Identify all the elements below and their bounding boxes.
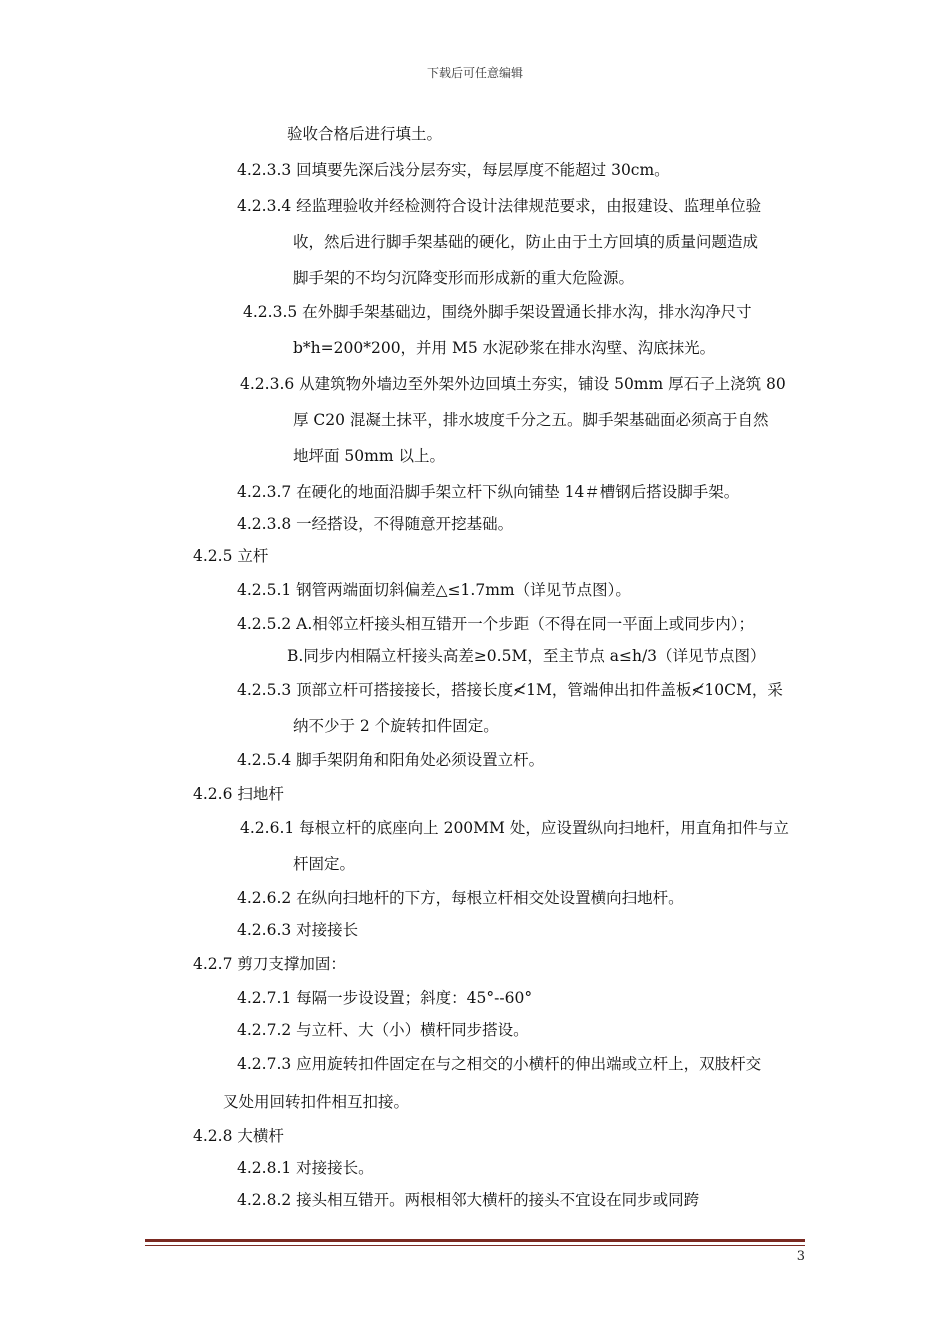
text-line: 脚手架的不均匀沉降变形而形成新的重大危险源。 [293, 269, 635, 287]
text-line: 4.2.5.2 A.相邻立杆接头相互错开一个步距（不得在同一平面上或同步内）； [237, 615, 755, 633]
text-line: 4.2.5.1 钢管两端面切斜偏差△≤1.7mm（详见节点图）。 [237, 581, 631, 599]
footer-rule-thick [145, 1239, 805, 1242]
page-header: 下载后可任意编辑 [426, 66, 523, 80]
text-line: 4.2.3.8 一经搭设，不得随意开挖基础。 [237, 515, 514, 533]
text-line: 4.2.6.3 对接接长 [237, 921, 359, 939]
text-line: 4.2.5.3 顶部立杆可搭接接长，搭接长度≮1M，管端伸出扣件盖板≮10CM，采 [237, 681, 783, 699]
text-line: b*h=200*200，并用 M5 水泥砂浆在排水沟壁、沟底抹光。 [293, 339, 716, 357]
text-line: 厚 C20 混凝土抹平，排水坡度千分之五。脚手架基础面必须高于自然 [293, 411, 769, 429]
section-heading: 4.2.8 大横杆 [193, 1127, 284, 1145]
section-heading: 4.2.5 立杆 [193, 547, 269, 565]
text-line: 4.2.6.2 在纵向扫地杆的下方，每根立杆相交处设置横向扫地杆。 [237, 889, 684, 907]
text-line: 4.2.8.2 接头相互错开。两根相邻大横杆的接头不宜设在同步或同跨 [237, 1191, 700, 1209]
text-line: 4.2.7.1 每隔一步设设置；斜度：45°--60° [237, 989, 533, 1007]
text-line: 4.2.3.5 在外脚手架基础边，围绕外脚手架设置通长排水沟，排水沟净尺寸 [243, 303, 752, 321]
text-line: 4.2.3.3 回填要先深后浅分层夯实，每层厚度不能超过 30cm。 [237, 161, 670, 179]
text-line: 4.2.3.7 在硬化的地面沿脚手架立杆下纵向铺垫 14＃槽钢后搭设脚手架。 [237, 483, 740, 501]
text-line: 4.2.3.6 从建筑物外墙边至外架外边回填土夯实，铺设 50mm 厚石子上浇筑 80 [240, 375, 786, 393]
text-line: 纳不少于 2 个旋转扣件固定。 [293, 717, 499, 735]
section-heading: 4.2.7 剪刀支撑加固： [193, 955, 346, 973]
text-line: 4.2.7.3 应用旋转扣件固定在与之相交的小横杆的伸出端或立杆上，双肢杆交 [237, 1055, 762, 1073]
page-number: 3 [796, 1249, 805, 1264]
footer-rule-thin [145, 1245, 805, 1246]
text-line: 4.2.6.1 每根立杆的底座向上 200MM 处，应设置纵向扫地杆，用直角扣件与立 [240, 819, 789, 837]
text-line: B.同步内相隔立杆接头高差≥0.5M，至主节点 a≤h/3（详见节点图） [287, 647, 766, 665]
text-line: 4.2.7.2 与立杆、大（小）横杆同步搭设。 [237, 1021, 529, 1039]
text-line: 验收合格后进行填土。 [287, 125, 443, 143]
text-line: 收，然后进行脚手架基础的硬化，防止由于土方回填的质量问题造成 [293, 233, 759, 251]
text-line: 4.2.3.4 经监理验收并经检测符合设计法律规范要求，由报建设、监理单位验 [237, 197, 762, 215]
text-line: 杆固定。 [293, 855, 356, 873]
text-line: 4.2.5.4 脚手架阴角和阳角处必须设置立杆。 [237, 751, 545, 769]
text-line: 4.2.8.1 对接接长。 [237, 1159, 374, 1177]
text-line: 叉处用回转扣件相互扣接。 [223, 1093, 410, 1111]
text-line: 地坪面 50mm 以上。 [293, 447, 445, 465]
section-heading: 4.2.6 扫地杆 [193, 785, 284, 803]
